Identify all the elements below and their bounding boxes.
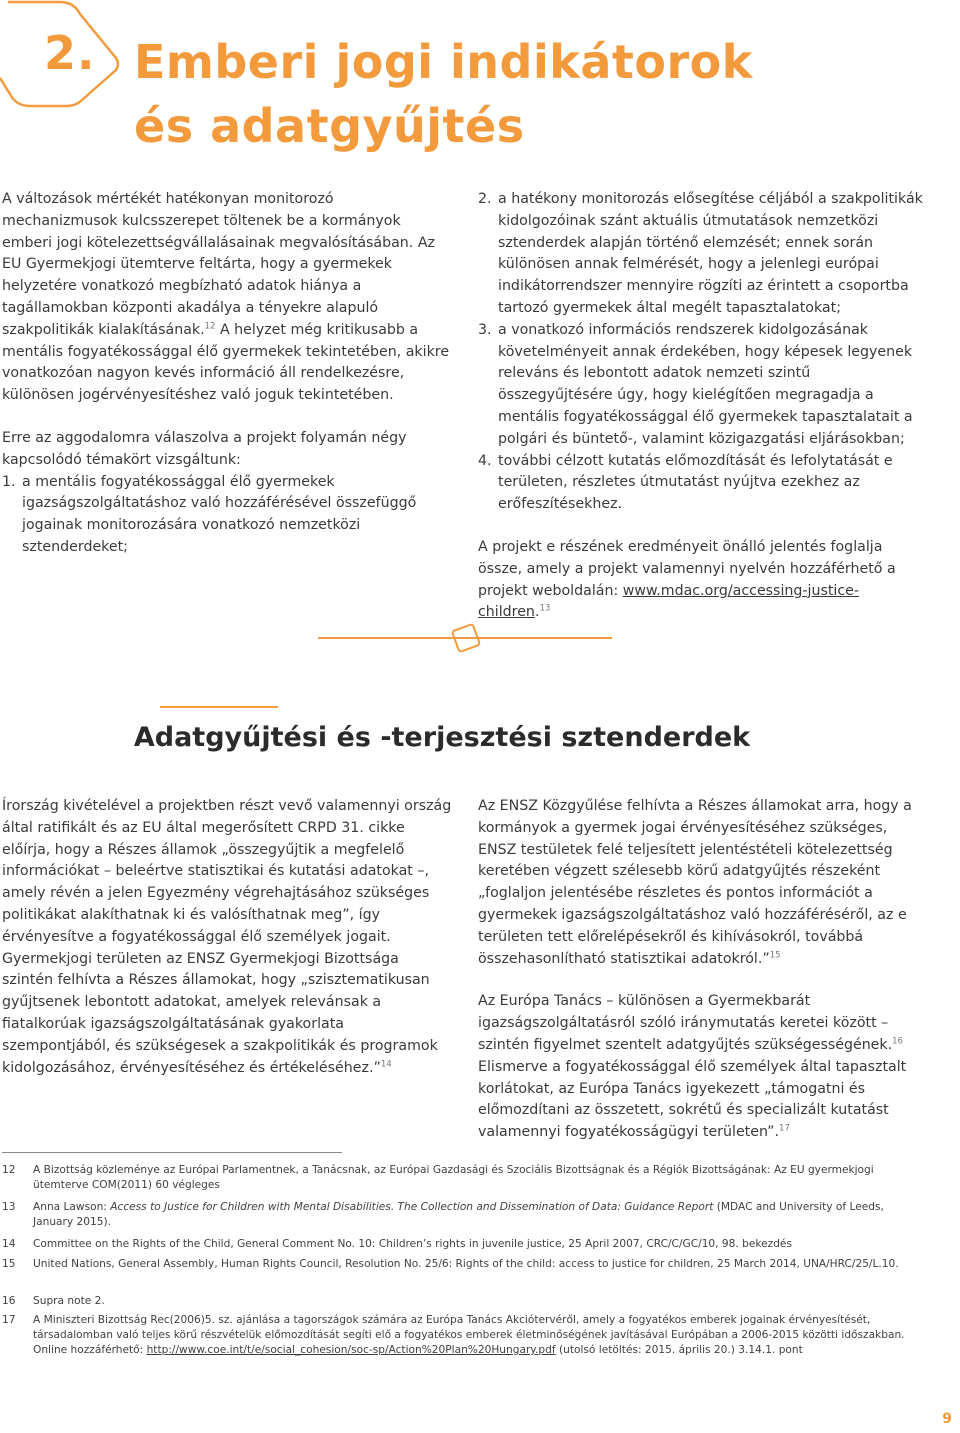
section-left-paragraph: Írország kivételével a projektben részt vevő valamennyi ország által ratifikált és az EU által megerősített CRPD 31. cikke előírja, hogy a Részes államok „összegyűjtik a megfelelő információkat – beleértve statisztikai és kutatási adatokat –, amely révén a jelen Egyezmény végrehajtásához szükséges politikákat alakíthatnak ki és valósíthatnak meg”, így érvényesítve a fogyatékossággal élő személyek jogait. Gyermekjogi területen az ENSZ Gyermekjogi Bizottsága szintén felhívta a Részes államokat, hogy „szisztematikusan gyűjtsenek lebontott adatokat, amelyek relevánsak a fiatalkorúak igazságszolgáltatásának gyakorlata szempontjából, és szükségesek a szakpolitikák és programok kidolgozásához, érvényesítéséhez és értékeléséhez.”$^{14}$ bbox=[2, 798, 452, 1076]
chapter-title-line2: és adatgyűjtés bbox=[134, 99, 525, 153]
chapter-title bbox=[134, 30, 753, 158]
footnote-12: 12 A Bizottság közleménye az Európai Parlamentnek, a Tanácsnak, az Európai Gazdasági és Szociális Bizottságnak és a Régiók Bizottságának: Az EU gyermekjogi ütemterve COM(2011) 60 végleges bbox=[2, 1164, 874, 1191]
footnote-17: 17 A Miniszteri Bizottság Rec(2006)5. sz. ajánlása a tagországok számára az Európa Tanács Akciótervéről, amely a fogyatékos emberek jogainak érvényesítését, társadalomban való teljes körű részvételük előmozdítását segíti elő a fogyatékos emberek életminőségének javításával Európában a 2006-2015 közötti időszakban. Online hozzáférhető: http://www.coe.int/t/e/social_cohesion/soc-sp/Action%20Plan%20Hungary.pdf (utolsó letöltés: 2015. április 20.) 3.14.1. pont bbox=[2, 1314, 905, 1356]
intro-paragraph-2: Erre az aggodalomra válaszolva a projekt folyamán négy kapcsolódó témakört vizsgáltunk: bbox=[2, 429, 407, 468]
intro-left-column bbox=[2, 189, 452, 559]
section-right-column bbox=[478, 796, 928, 1144]
section-right-paragraph-2: Az Európa Tanács – különösen a Gyermekbarát igazságszolgáltatásról szóló iránymutatás keretei között – szintén figyelmet szentelt adatgyűjtés szükségességének.$^{16}$ Elismerve a fogyatékossággal élő személyek által tapasztalt korlátokat, az Európa Tanács igyekezett „támogatni és előmozdítani az összetett, sokrétű és specializált kutatást valamennyi fogyatékosságügyi területen”.$^{17}$ bbox=[478, 993, 907, 1141]
footnote-13: 13 Anna Lawson: Access to Justice for Children with Mental Disabilities. The Collection and Dissemination of Data: Guidance Report (MDAC and University of Leeds, January 2015). bbox=[2, 1201, 884, 1228]
section-heading: Adatgyűjtési és -terjesztési sztenderdek bbox=[133, 722, 751, 753]
list-item: 1. a mentális fogyatékossággal élő gyermekek igazságszolgáltatáshoz való hozzáférésével összefüggő jogainak monitorozására vonatkozó nemzetközi sztenderdeket; bbox=[2, 473, 417, 555]
footnote-separator bbox=[2, 1152, 342, 1153]
section-right-paragraph-1: Az ENSZ Közgyűlése felhívta a Részes államokat arra, hogy a kormányok a gyermek jogai érvényesítéséhez szükséges, ENSZ testületek felé teljesített jelentéstételi kötelezettség keretében végzett szélesebb körű adatgyűjtés részeként „foglaljon jelentésébe részletes és pontos információt a gyermekek igazságszolgáltatáshoz való hozzáféréséről, az e területen tett előrelépésekről és kihívásokról, továbbá összehasonlítható statisztikai adatokról.”$^{15}$ bbox=[478, 798, 912, 967]
chapter-title-line1: Emberi jogi indikátorok bbox=[134, 35, 753, 89]
footnote-14: 14 Committee on the Rights of the Child, General Comment No. 10: Children’s rights in juvenile justice, 25 April 2007, CRC/C/GC/10, 98. bekezdés bbox=[2, 1238, 792, 1250]
list-item: 4. további célzott kutatás előmozdítását és lefolytatását e területen, részletes útmutatást nyújtva ezekhez az erőfeszítésekhez. bbox=[478, 452, 893, 513]
footnote-ref-16[interactable]: 16 bbox=[892, 1036, 903, 1047]
footnote-ref-15[interactable]: 15 bbox=[769, 949, 781, 960]
coe-action-plan-link[interactable]: http://www.coe.int/t/e/social_cohesion/soc-sp/Action%20Plan%20Hungary.pdf bbox=[146, 1344, 556, 1356]
project-website-link[interactable]: www.mdac.org/accessing-justice-children bbox=[478, 582, 859, 621]
intro-paragraph-1: A változások mértékét hatékonyan monitorozó mechanizmusok kulcsszerepet töltenek be a kormányok emberi jogi kötelezettségvállalásainak megvalósításában. Az EU Gyermekjogi ütemterve feltárta, hogy a gyermekek helyzetére vonatkozó megbízható adatok hiánya a tagállamokban központi akadálya a tényekre alapuló szakpolitikák kialakításának.$^{12}$ A helyzet még kritikusabb a mentális fogyatékossággal élő gyermekek tekintetében, akikre vonatkozóan nagyon kevés információ áll rendelkezésre, különösen jogérvényesítéshez való joguk tekintetében. bbox=[2, 191, 450, 404]
list-item: 3. a vonatkozó információs rendszerek kidolgozásának követelményeit annak érdekében, hogy képesek legyenek releváns és lebontott adatok nemzeti szintű összegyűjtésére úgy, hogy kielégítően megragadja a mentális fogyatékossággal élő gyermekek tapasztalatait a polgári és büntető-, valamint közigazgatási eljárásokban; bbox=[478, 321, 913, 447]
footnote-ref-17[interactable]: 17 bbox=[779, 1123, 790, 1134]
intro-right-column bbox=[478, 189, 928, 624]
section-heading-rule bbox=[160, 706, 278, 708]
section-left-column bbox=[2, 796, 452, 1079]
list-item: 2. a hatékony monitorozás elősegítése céljából a szakpolitikák kidolgozóinak szánt aktuális útmutatások nemzetközi sztenderdek alapján történő elemzését; ennek során különösen annak felmérését, hogy a jelenlegi európai indikátorrendszer mennyire rögzíti az érintett a csoportba tartozó gyermekek által megélt tapasztalatokat; bbox=[478, 191, 923, 316]
footnote-ref-14[interactable]: 14 bbox=[380, 1058, 392, 1069]
section-divider bbox=[318, 622, 614, 654]
footnote-15: 15 United Nations, General Assembly, Human Rights Council, Resolution No. 25/6: Rights of the child: access to justice for children, 25 March 2014, UNA/HRC/25/L.10. bbox=[2, 1258, 899, 1270]
intro-paragraph-3: A projekt e részének eredményeit önálló jelentés foglalja össze, amely a projekt valamennyi nyelvén hozzáférhető a projekt weboldalán: www.mdac.org/accessing-justice-children.$^{13}$ bbox=[478, 538, 896, 621]
footnote-ref-13[interactable]: 13 bbox=[539, 603, 551, 614]
page-number: 9 bbox=[942, 1411, 952, 1427]
footnote-ref-12[interactable]: 12 bbox=[204, 321, 216, 332]
footnote-16: 16 Supra note 2. bbox=[2, 1295, 105, 1307]
chapter-number: 2. bbox=[44, 26, 96, 80]
